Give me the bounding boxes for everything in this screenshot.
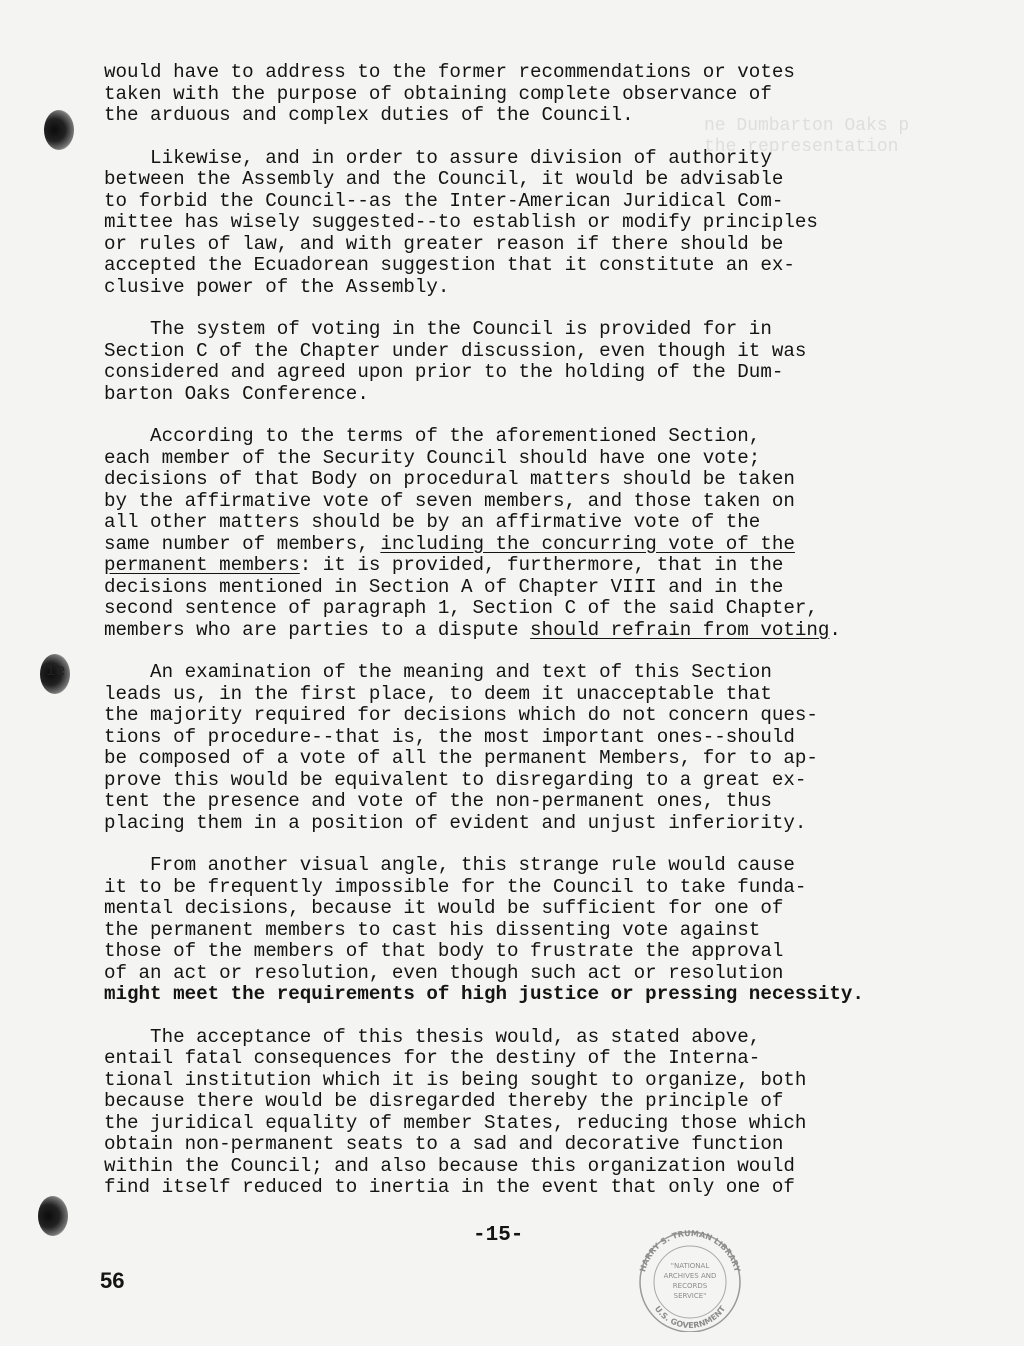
text-line: placing them in a position of evident and unjust inferiority. — [104, 811, 807, 834]
stamp-inner-line: "NATIONAL — [670, 1262, 710, 1270]
paragraph-1 — [104, 62, 954, 127]
text-segment: members who are parties to a dispute — [104, 618, 531, 641]
punch-hole-bottom — [38, 1196, 68, 1236]
text-line: or rules of law, and with greater reason if there should be — [104, 232, 784, 255]
text-line: obtain non-permanent seats to a sad and decorative function — [104, 1133, 784, 1155]
svg-text:U.S. GOVERNMENT — [653, 1304, 728, 1330]
text-line: the arduous and complex duties of the Council. — [104, 104, 634, 126]
text-line: mental decisions, because it would be sufficient for one of — [104, 897, 784, 919]
underlined-phrase: should refrain from voting — [530, 618, 830, 641]
text-segment: same number of members, — [104, 532, 381, 555]
text-line: might meet the requirements of high justice or pressing necessity. — [104, 983, 864, 1005]
paragraph-7 — [104, 1027, 954, 1199]
text-line: The acceptance of this thesis would, as stated above, — [104, 1025, 761, 1048]
text-line: each member of the Security Council should have one vote; — [104, 446, 761, 469]
text-line: of an act or resolution, even though such act or resolution — [104, 961, 784, 984]
page-number: -15- — [473, 1224, 524, 1247]
text-line: leads us, in the first place, to deem it unacceptable that — [104, 682, 772, 705]
bleed-through: ne Dumbarton Oaks p the representation — [704, 116, 910, 157]
text-line: tions of procedure--that is, the most important ones--should — [104, 725, 795, 748]
text-line: clusive power of the Assembly. — [104, 275, 450, 298]
stamp-top-text: HARRY S. TRUMAN LIBRARY — [638, 1228, 742, 1273]
text-line: An examination of the meaning and text of this Section — [104, 661, 772, 683]
stamp-inner-line: SERVICE" — [673, 1292, 707, 1300]
text-segment: . — [829, 618, 841, 641]
text-line: all other matters should be by an affirmative vote of the — [104, 511, 761, 533]
text-line: Likewise, and in order to assure division of authority — [104, 146, 772, 169]
text-line: between the Assembly and the Council, it would be advisable — [104, 168, 784, 190]
stamp-inner-line: ARCHIVES AND — [663, 1272, 717, 1280]
underlined-phrase: including the concurring vote of the — [380, 532, 795, 555]
text-line: within the Council; and also because this organization would — [104, 1154, 795, 1177]
text-line: it to be frequently impossible for the Council to take funda- — [104, 875, 807, 898]
text-line: would have to address to the former recommendations or votes — [104, 61, 795, 83]
text-line: those of the members of that body to frustrate the approval — [104, 940, 784, 962]
text-line: prove this would be equivalent to disregarding to a great ex- — [104, 768, 807, 791]
text-line: barton Oaks Conference. — [104, 382, 369, 405]
text-line: the permanent members to cast his dissenting vote against — [104, 918, 761, 941]
text-line: tional institution which it is being sought to organize, both — [104, 1068, 807, 1091]
text-line: decisions mentioned in Section A of Chapter VIII and in the — [104, 575, 784, 598]
body-text — [104, 62, 954, 1220]
text-line: According to the terms of the aforementioned Section, — [104, 425, 761, 447]
text-line: The system of voting in the Council is provided for in — [104, 318, 772, 340]
paragraph-5 — [104, 662, 954, 834]
text-line: because there would be disregarded thereby the principle of — [104, 1090, 784, 1112]
text-line: by the affirmative vote of seven members, and those taken on — [104, 489, 795, 512]
text-line: second sentence of paragraph 1, Section C of the said Chapter, — [104, 597, 818, 619]
text-line: mittee has wisely suggested--to establish or modify principles — [104, 211, 818, 233]
text-line: entail fatal consequences for the destiny of the Interna- — [104, 1047, 761, 1069]
text-segment: : it is provided, furthermore, that in the — [299, 554, 784, 576]
text-line: the juridical equality of member States, reducing those which — [104, 1111, 807, 1134]
text-line — [104, 620, 954, 642]
text-line: find itself reduced to inertia in the event that only one of — [104, 1176, 795, 1198]
text-line: accepted the Ecuadorean suggestion that it constitute an ex- — [104, 254, 795, 276]
text-line: decisions of that Body on procedural matters should be taken — [104, 468, 795, 490]
text-line: to forbid the Council--as the Inter-American Juridical Com- — [104, 189, 784, 212]
text-line: Section C of the Chapter under discussion, even though it was — [104, 339, 807, 362]
text-line: From another visual angle, this strange rule would cause — [104, 854, 795, 876]
text-line: tent the presence and vote of the non-permanent ones, thus — [104, 790, 772, 812]
margin-mark: ie — [46, 660, 66, 679]
paragraph-4 — [104, 426, 954, 641]
text-line: taken with the purpose of obtaining complete observance of — [104, 82, 772, 105]
paragraph-3 — [104, 319, 954, 405]
text-line: considered and agreed upon prior to the holding of the Dum- — [104, 361, 784, 383]
text-line: be composed of a vote of all the permanent Members, for to ap- — [104, 747, 818, 769]
text-line: the majority required for decisions which do not concern ques- — [104, 704, 818, 726]
stamp-inner-line: RECORDS — [672, 1282, 708, 1290]
text-line — [104, 555, 954, 577]
archive-stamp — [628, 1224, 752, 1332]
paragraph-2 — [104, 148, 954, 299]
folio-number: 56 — [100, 1268, 125, 1293]
text-line — [104, 534, 954, 556]
stamp-bottom-text: U.S. GOVERNMENT — [652, 1304, 728, 1331]
paragraph-6 — [104, 855, 954, 1006]
underlined-phrase: permanent members — [104, 554, 300, 576]
punch-hole-top — [44, 110, 74, 150]
